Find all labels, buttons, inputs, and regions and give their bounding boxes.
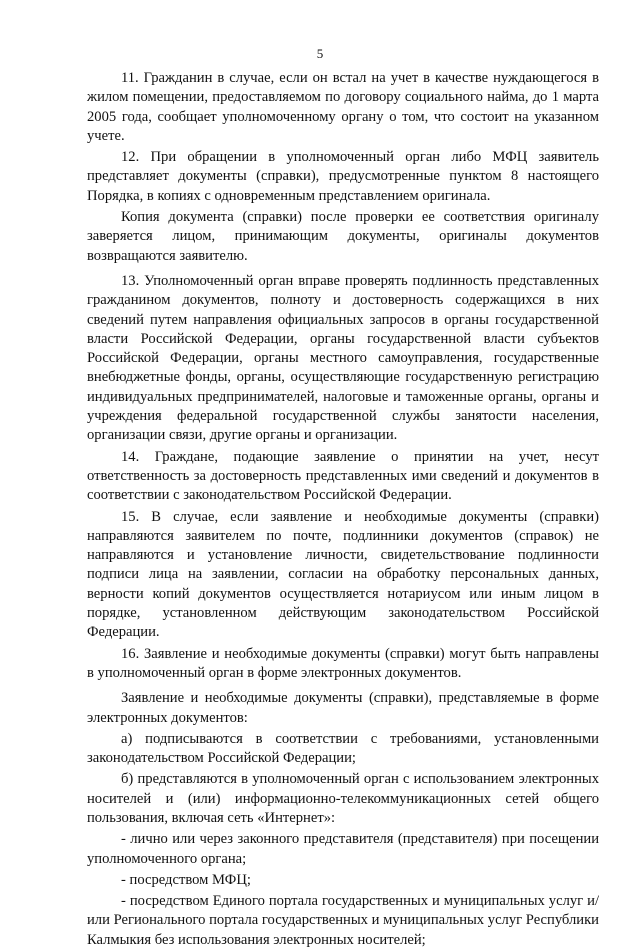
list-item-a: а) подписываются в соответствии с требованиями, установленными законодательством Российской Федерации;: [87, 730, 599, 767]
list-item-mfc: - посредством МФЦ;: [121, 871, 251, 888]
paragraph-11: 11. Гражданин в случае, если он встал на учет в качестве нуждающегося в жилом помещении, предоставляемом по договору социального найма, до 1 марта 2005 года, сообщает уполномоченному органу о том, что состоит на указанном учете.: [87, 70, 599, 144]
paragraph-copy-certification: Копия документа (справки) после проверки ее соответствия оригиналу заверяется лицом, принимающим документы, оригиналы документов возвращаются заявителю.: [87, 209, 599, 264]
list-item-b: б) представляются в уполномоченный орган с использованием электронных носителей и (или) информационно-телекоммуникационных сетей общего пользования, включая сеть «Интернет»:: [87, 771, 599, 826]
paragraph-15: 15. В случае, если заявление и необходимые документы (справки) направляются заявителем по почте, подлинники документов (справок) не направляются и установление личности, свидетельствование подлинности подписи лица на заявлении, согласии на обработку персональных данных, верности копий документов осуществляется нотариусом или иным лицом в порядке, установленном действующим законодательством Российской Федерации.: [87, 508, 599, 641]
paragraph-electronic-documents: Заявление и необходимые документы (справки), представляемые в форме электронных документов:: [87, 690, 599, 726]
list-item-portal: - посредством Единого портала государственных и муниципальных услуг и/или Регионального портала государственных и муниципальных услуг Республики Калмыкия без использования электронных носителей;: [87, 893, 599, 948]
paragraph-12: 12. При обращении в уполномоченный орган либо МФЦ заявитель представляет документы (справки), предусмотренные пунктом 8 настоящего Порядка, в копиях с одновременным представлением оригинала.: [87, 149, 599, 204]
paragraph-14: 14. Граждане, подающие заявление о принятии на учет, несут ответственность за достоверность представленных ими сведений и документов в соответствии с законодательством Российской Федерации.: [87, 448, 599, 504]
page-number: 5: [316, 46, 324, 61]
document-body: [87, 69, 599, 952]
list-item-in-person: - лично или через законного представителя (представителя) при посещении уполномоченного органа;: [87, 831, 599, 867]
paragraph-13: 13. Уполномоченный орган вправе проверять подлинность представленных гражданином документов, полноту и достоверность содержащихся в них сведений путем направления официальных запросов в органы государственной власти Российской Федерации, органы государственной власти субъектов Российской Федерации, органы местного самоуправления, государственные внебюджетные фонды, органы, осуществляющие государственную регистрацию индивидуальных предпринимателей, налоговые и таможенные органы, органы и учреждения федеральной государственной службы занятости населения, организации связи, другие органы и организации.: [87, 272, 599, 444]
paragraph-16: 16. Заявление и необходимые документы (справки) могут быть направлены в уполномоченный орган в форме электронных документов.: [87, 645, 599, 681]
